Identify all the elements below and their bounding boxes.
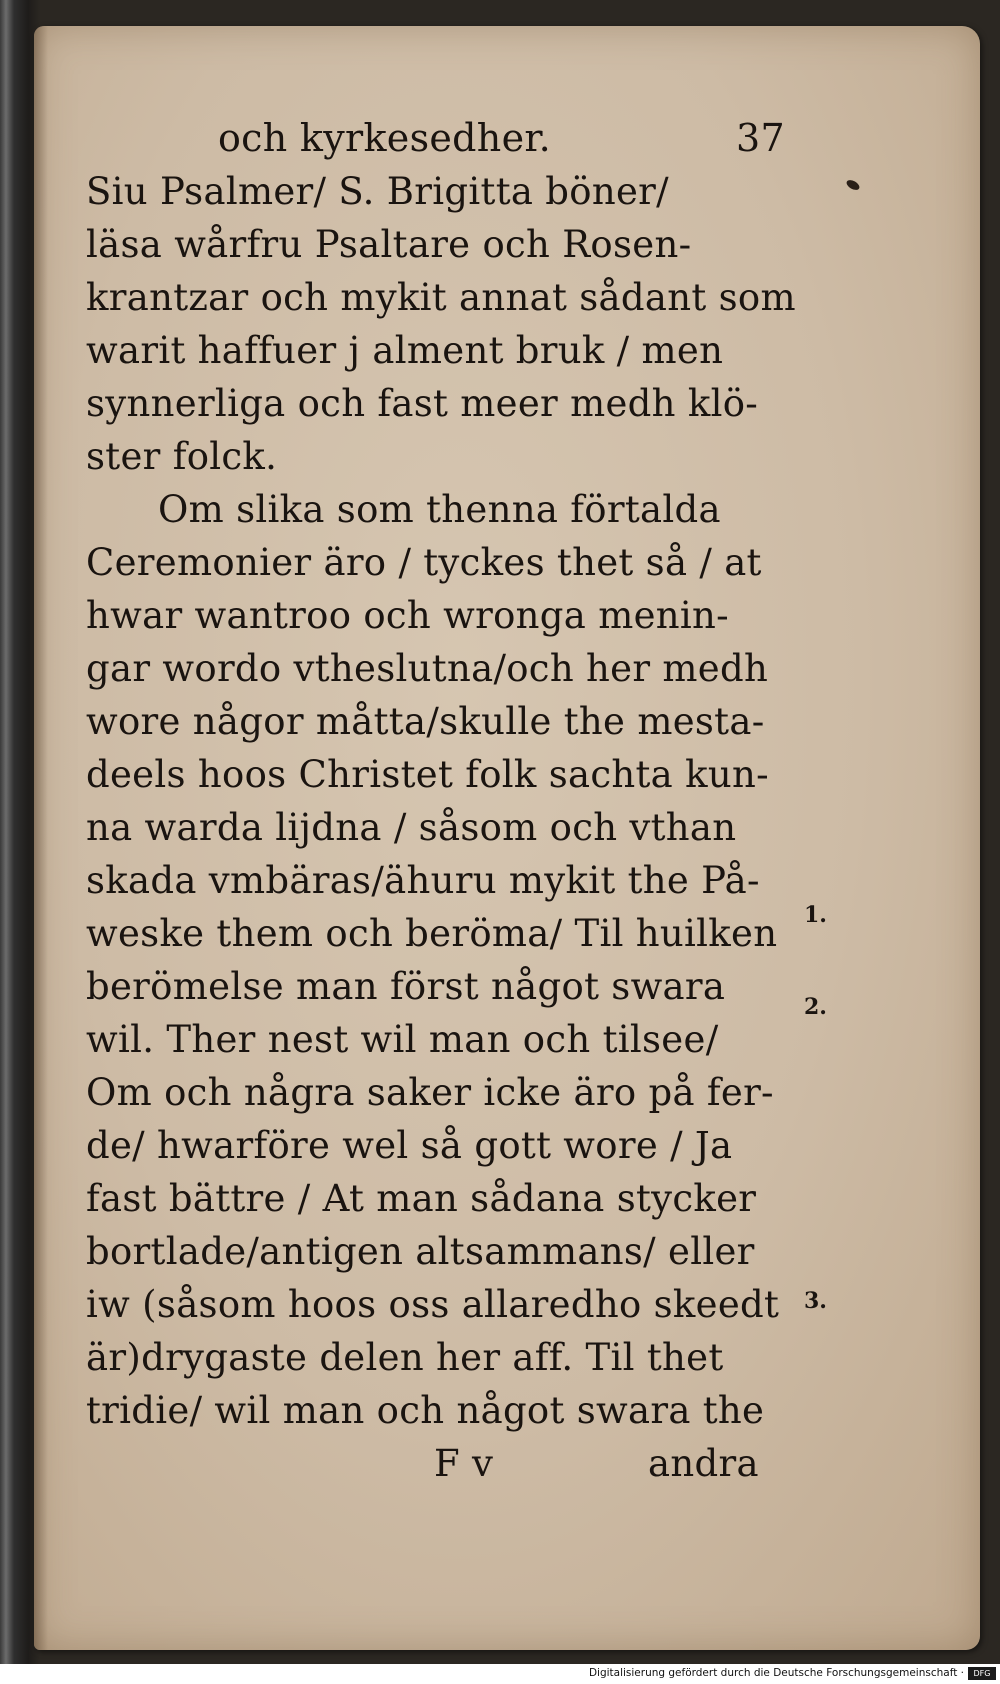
text-line: deels hoos Christet folk sachta kun- [86,753,769,796]
catchword: andra [648,1442,759,1485]
page-edge-shadow [34,26,48,1650]
paragraph-start-line: Om slika som thenna förtalda [158,488,721,531]
footer-bar [0,1664,1000,1684]
catchword-line [86,1437,796,1490]
text-line: wil. Ther nest wil man och tilsee/ [86,1018,719,1061]
signature-mark: F v [434,1442,494,1485]
running-title: och kyrkesedher. [218,116,552,160]
text-line: de/ hwarföre wel så gott wore / Ja [86,1124,733,1167]
funding-credit: Digitalisierung gefördert durch die Deutsche Forschungsgemeinschaft · [588,1667,964,1679]
page-header [86,112,796,165]
text-line: ster folck. [86,435,278,478]
text-line: tridie/ wil man och något swara the [86,1389,765,1432]
margin-note-3: 3. [804,1288,827,1314]
text-line: gar wordo vtheslutna/och her medh [86,647,769,690]
text-line: hwar wantroo och wronga menin- [86,594,729,637]
text-line: bortlade/antigen altsammans/ eller [86,1230,755,1273]
text-line: skada vmbäras/ähuru mykit the På- [86,859,760,902]
text-line: läsa wårfru Psaltare och Rosen- [86,223,692,266]
text-line: är)drygaste delen her aff. Til thet [86,1336,724,1379]
text-line: iw (såsom hoos oss allaredho skeedt [86,1283,780,1326]
text-line: synnerliga och fast meer medh klö- [86,382,759,425]
page-text [86,112,796,1490]
text-line: fast bättre / At man sådana stycker [86,1177,757,1220]
dfg-logo: DFG [968,1667,996,1680]
page-number: 37 [736,116,785,160]
text-line: krantzar och mykit annat sådant som [86,276,796,319]
text-line: wore någor måtta/skulle the mesta- [86,700,765,743]
text-line: weske them och beröma/ Til huilken [86,912,778,955]
text-line: berömelse man först något swara [86,965,726,1008]
margin-note-1: 1. [804,902,827,928]
text-line: warit haffuer j alment bruk / men [86,329,724,372]
text-line: na warda lijdna / såsom och vthan [86,806,737,849]
ink-smudge [845,178,861,192]
text-line: Siu Psalmer/ S. Brigitta böner/ [86,170,669,213]
text-line: Ceremonier äro / tyckes thet så / at [86,541,762,584]
book-page [34,26,980,1650]
margin-note-2: 2. [804,994,827,1020]
text-line: Om och några saker icke äro på fer- [86,1071,774,1114]
